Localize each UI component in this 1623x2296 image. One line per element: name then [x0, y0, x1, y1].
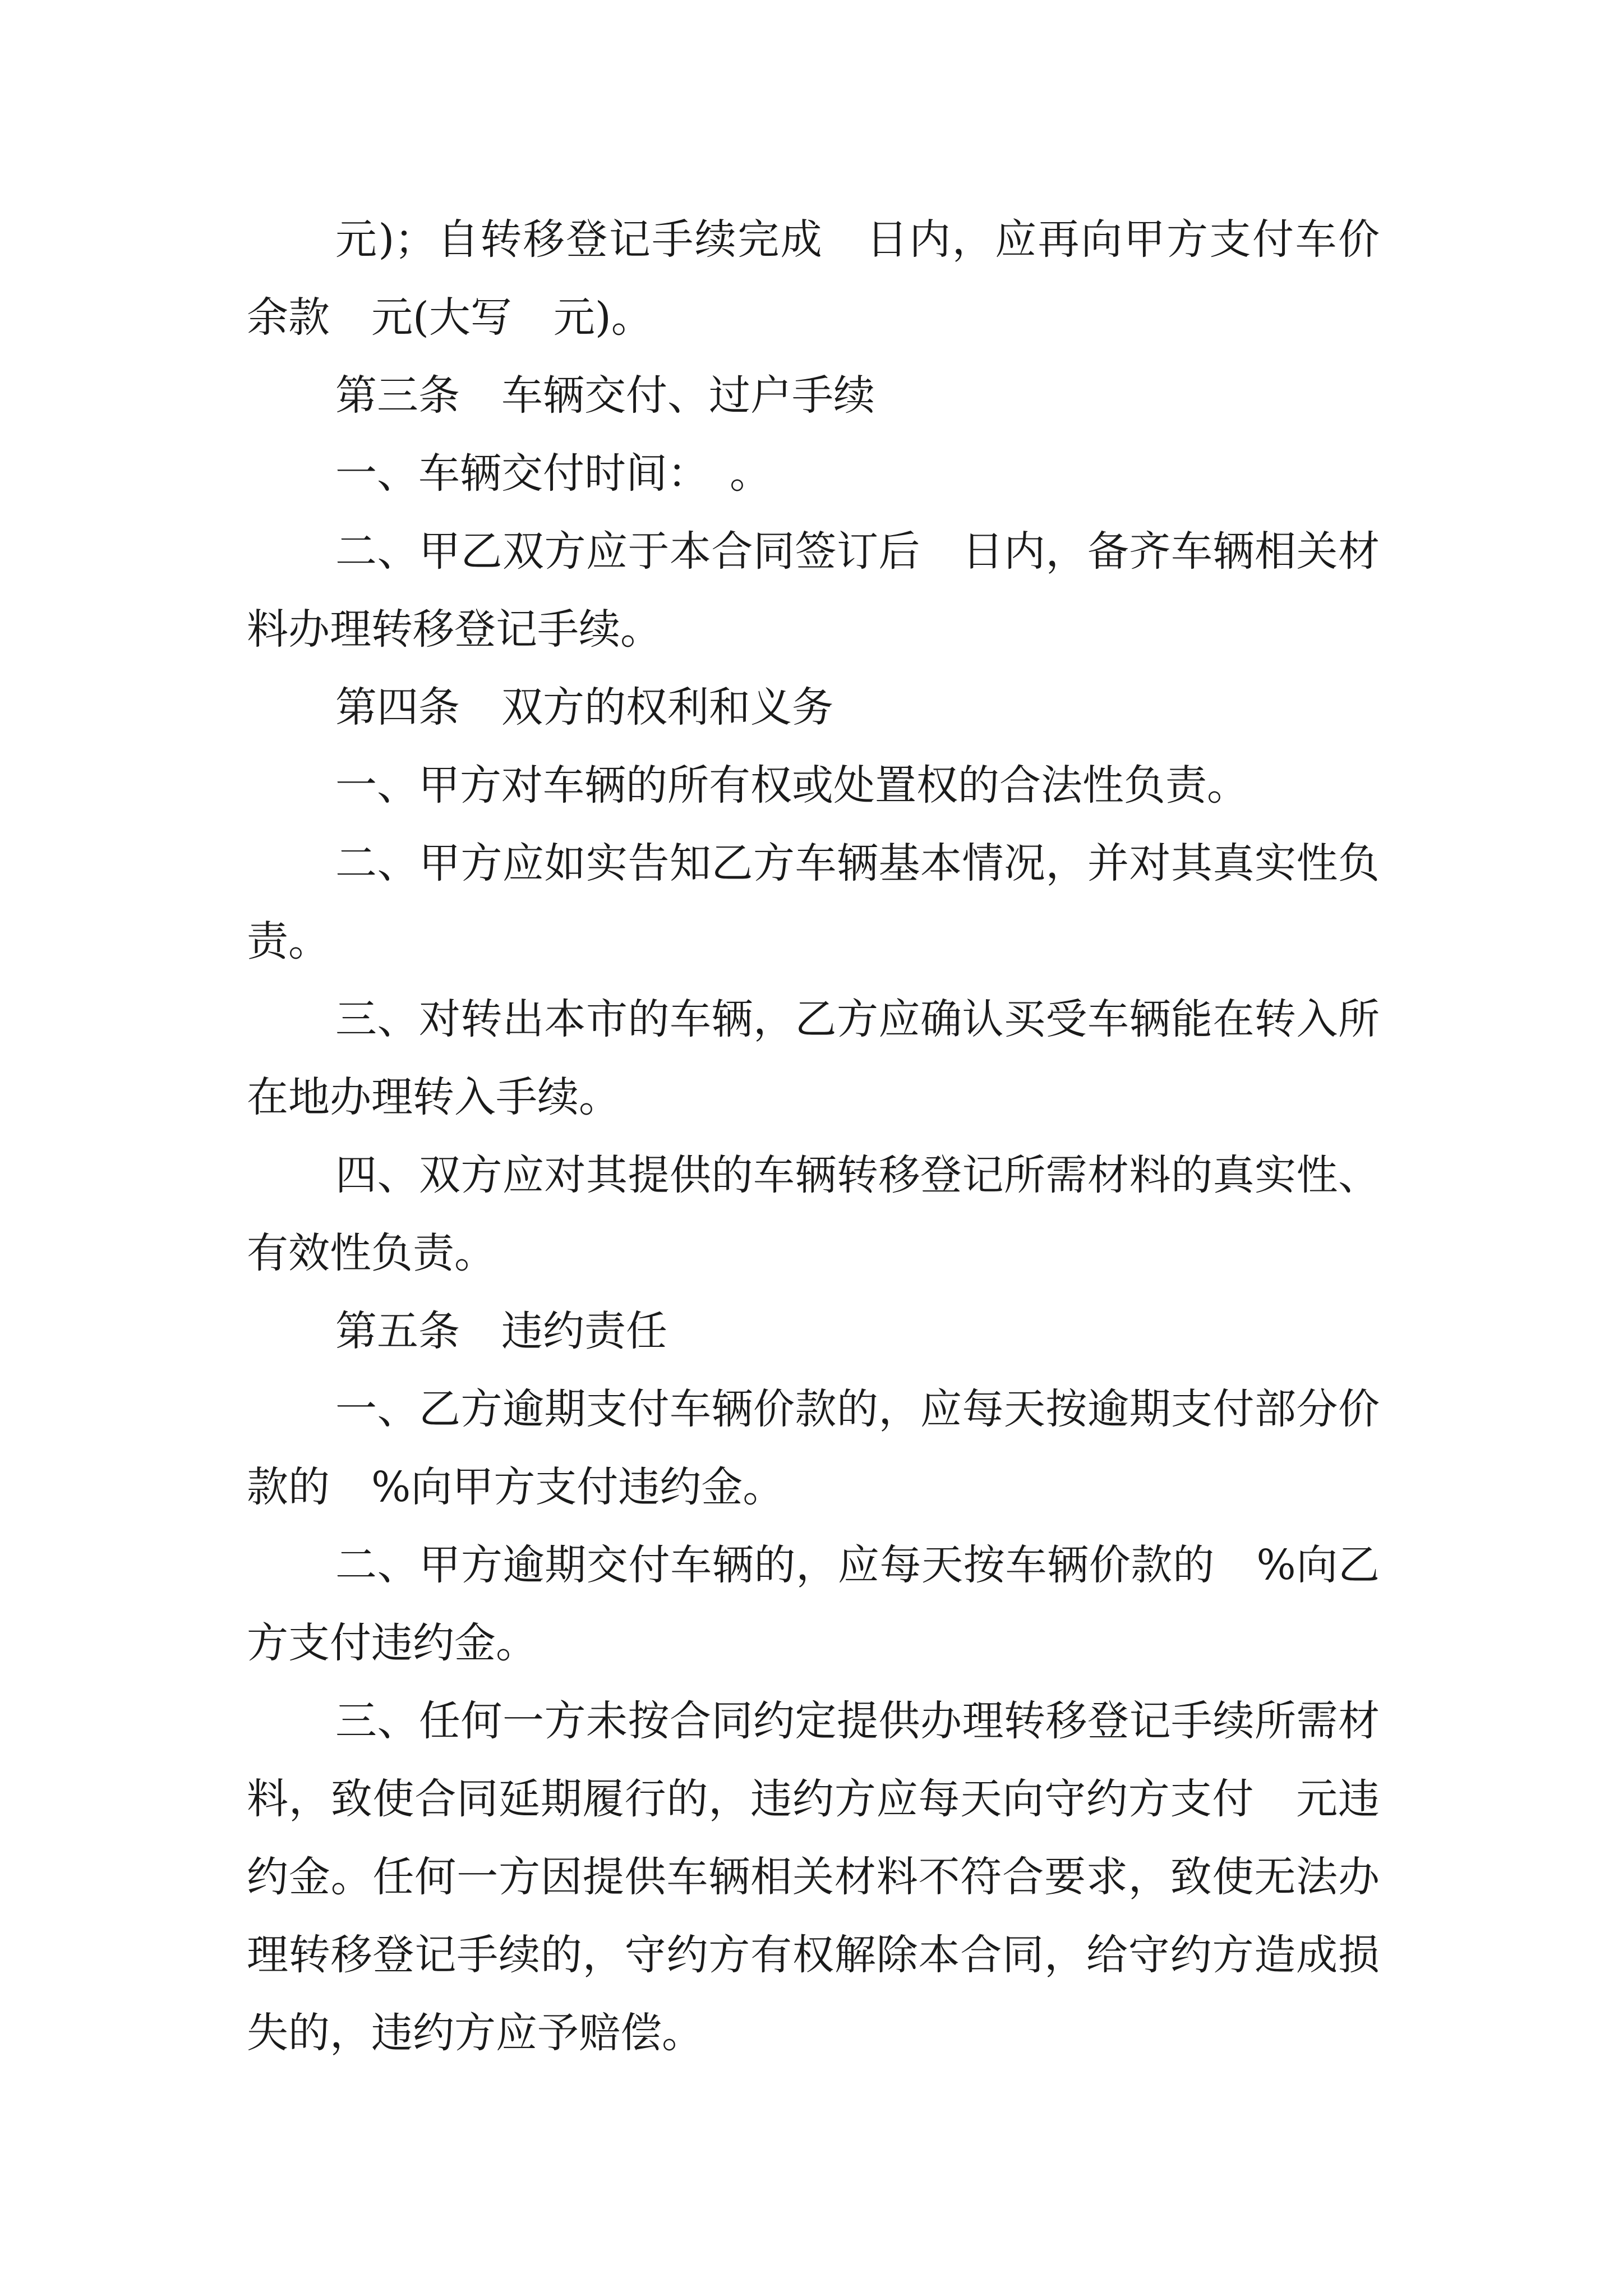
article-5-clause-1: 一、乙方逾期支付车辆价款的，应每天按逾期支付部分价款的 %向甲方支付违约金。: [247, 1385, 1380, 1511]
article-4-clause-4: 四、双方应对其提供的车辆转移登记所需材料的真实性、有效性负责。: [247, 1151, 1380, 1277]
article-4-heading: 第四条 双方的权利和义务: [335, 683, 833, 731]
article-4-clause-1: 一、甲方对车辆的所有权或处置权的合法性负责。: [335, 761, 1248, 809]
contract-body: [247, 201, 1380, 2072]
article-5-heading: 第五条 违约责任: [335, 1307, 667, 1355]
paragraph-payment-balance: 元)；自转移登记手续完成 日内，应再向甲方支付车价余款 元(大写 元)。: [247, 215, 1380, 342]
article-4-clause-2: 二、甲方应如实告知乙方车辆基本情况，并对其真实性负责。: [247, 839, 1380, 965]
article-5-clause-2: 二、甲方逾期交付车辆的，应每天按车辆价款的 %向乙方支付违约金。: [247, 1541, 1380, 1667]
article-3-heading: 第三条 车辆交付、过户手续: [335, 371, 875, 420]
article-3-clause-1: 一、车辆交付时间： 。: [335, 449, 771, 498]
article-5-clause-3: 三、任何一方未按合同约定提供办理转移登记手续所需材料，致使合同延期履行的，违约方应每天向守约方支付 元违约金。任何一方因提供车辆相关材料不符合要求，致使无法办理转移登记手续的，守约方有权解除本合同，给守约方造成损失的，违约方应予赔偿。: [247, 1697, 1380, 2057]
article-3-clause-2: 二、甲乙双方应于本合同签订后 日内，备齐车辆相关材料办理转移登记手续。: [247, 527, 1380, 654]
article-4-clause-3: 三、对转出本市的车辆，乙方应确认买受车辆能在转入所在地办理转入手续。: [247, 995, 1380, 1121]
